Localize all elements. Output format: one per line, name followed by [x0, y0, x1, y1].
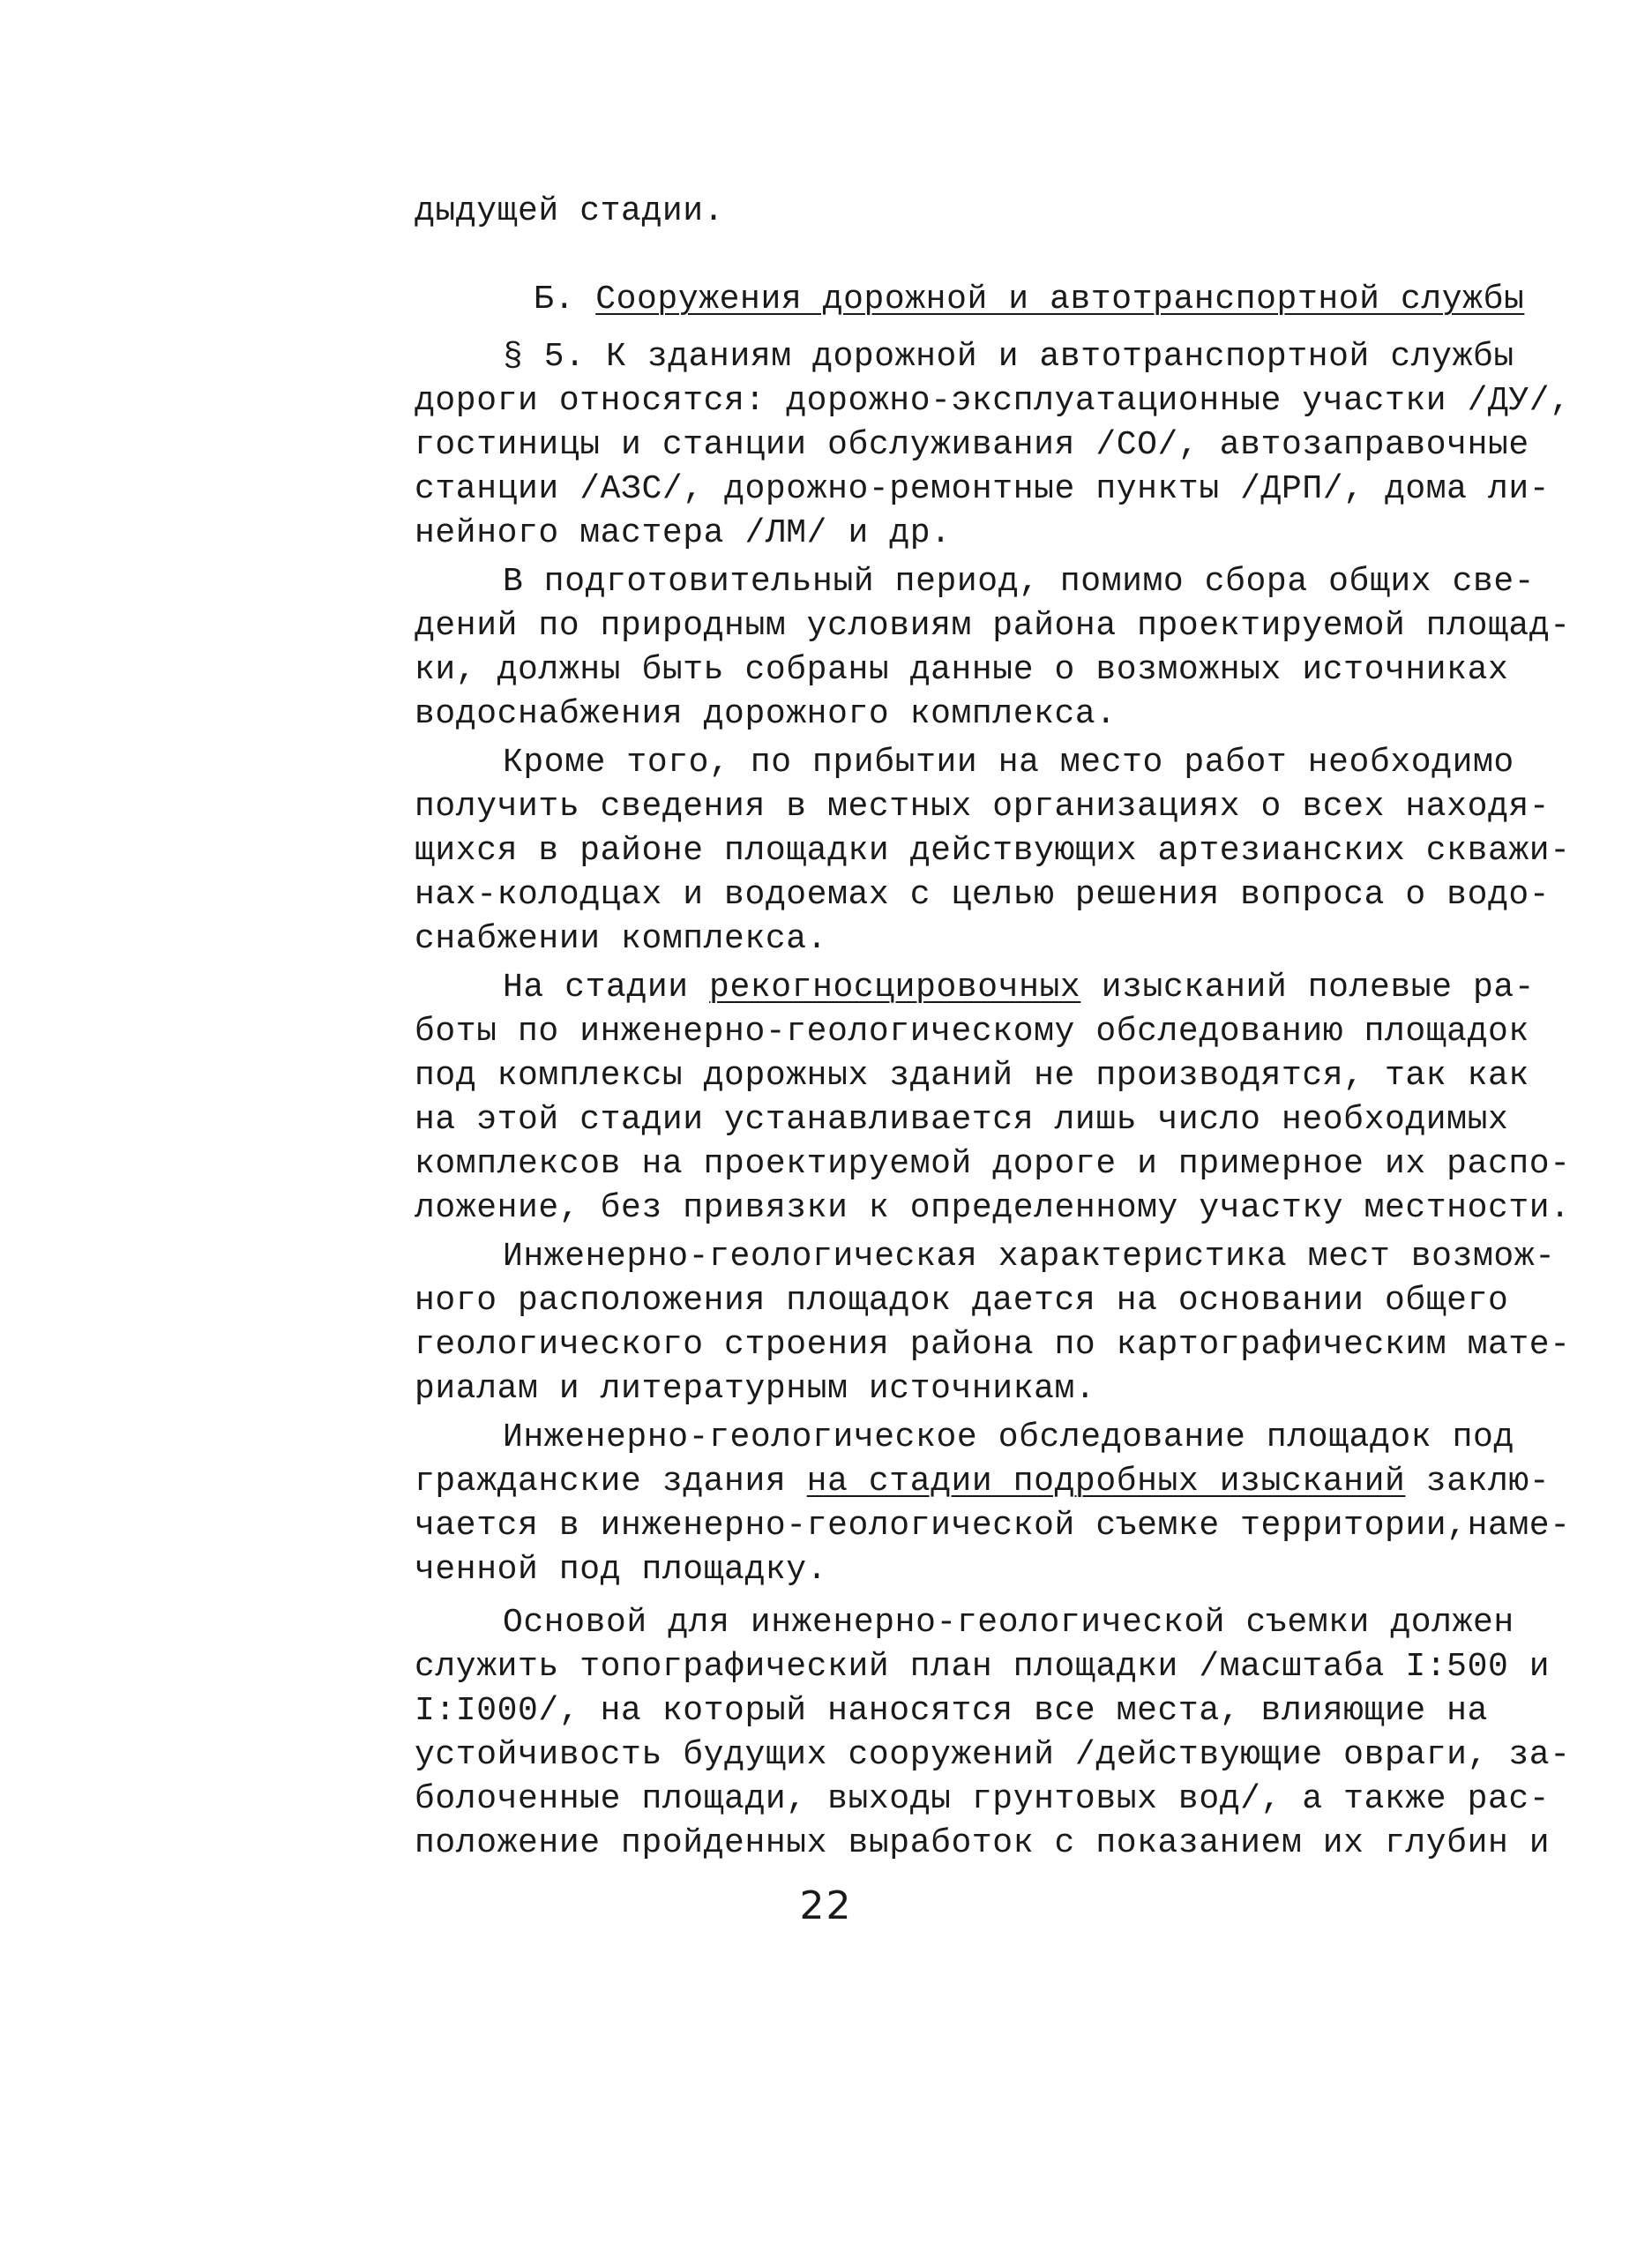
text-line: дений по природным условиям района проектируемой площад-	[415, 607, 1571, 645]
paragraph-start: В подготовительный период, помимо сбора общих све-	[503, 563, 1536, 601]
paragraph-start: Инженерно-геологическая характеристика мест возмож-	[503, 1238, 1556, 1276]
recon-prefix: На стадии	[503, 969, 710, 1007]
text-line: снабжении комплекса.	[415, 920, 828, 958]
text-line: чается в инженерно-геологической съемке территории,наме-	[415, 1507, 1571, 1545]
text-line: гостиницы и станции обслуживания /СО/, автозаправочные	[415, 426, 1529, 464]
text-line: комплексов на проектируемой дороге и примерное их распо-	[415, 1145, 1571, 1183]
detail-underlined: на стадии подробных изысканий	[806, 1463, 1406, 1501]
text-line: дыдущей стадии.	[415, 192, 725, 230]
paragraph-start	[503, 966, 1535, 1010]
text-line	[415, 1460, 1550, 1504]
page-number: 22	[799, 1883, 853, 1928]
recon-rest: изысканий полевые ра-	[1101, 969, 1536, 1007]
detail-rest: заклю-	[1425, 1463, 1551, 1501]
text-line: служить топографический план площадки /масштаба I:500 и	[415, 1648, 1551, 1686]
recon-underlined: рекогносцировочных	[709, 969, 1081, 1007]
text-line: получить сведения в местных организациях о всех находя-	[415, 788, 1551, 826]
paragraph-start: Кроме того, по прибытии на место работ необходимо	[503, 744, 1514, 782]
paragraph-start: Инженерно-геологическое обследование площадок под	[503, 1418, 1514, 1456]
text-line: геологического строения района по картографическим мате-	[415, 1326, 1571, 1364]
text-line: ного расположения площадок дается на основании общего	[415, 1282, 1509, 1320]
text-line: станции /АЗС/, дорожно-ремонтные пункты /ДРП/, дома ли-	[415, 470, 1551, 508]
text-line: I:I000/, на который наносятся все места, влияющие на	[415, 1692, 1488, 1730]
text-line: устойчивость будущих сооружений /действующие овраги, за-	[415, 1736, 1571, 1774]
paragraph-start: Основой для инженерно-геологической съемки должен	[503, 1604, 1514, 1642]
text-line: болоченные площади, выходы грунтовых вод/, а также рас-	[415, 1780, 1551, 1818]
text-line: щихся в районе площадки действующих артезианских скважи-	[415, 832, 1571, 870]
text-line: риалам и литературным источникам.	[415, 1370, 1096, 1408]
detail-prefix: гражданские здания	[415, 1463, 807, 1501]
text-line: на этой стадии устанавливается лишь число необходимых	[415, 1101, 1509, 1139]
text-line: боты по инженерно-геологическому обследованию площадок	[415, 1013, 1529, 1051]
text-line: водоснабжения дорожного комплекса.	[415, 695, 1117, 733]
text-line: ки, должны быть собраны данные о возможных источниках	[415, 651, 1509, 689]
heading-prefix: Б.	[534, 281, 596, 318]
text-line: под комплексы дорожных зданий не производятся, так как	[415, 1057, 1529, 1095]
text-line: ченной под площадку.	[415, 1551, 828, 1589]
section-heading	[534, 278, 1524, 322]
text-line: нейного мастера /ЛМ/ и др.	[415, 514, 952, 552]
text-line: положение пройденных выработок с показанием их глубин и	[415, 1824, 1551, 1862]
paragraph-start: § 5. К зданиям дорожной и автотранспортной службы	[503, 338, 1514, 376]
text-line: нах-колодцах и водоемах с целью решения вопроса о водо-	[415, 876, 1551, 914]
text-line: ложение, без привязки к определенному участку местности.	[415, 1189, 1571, 1227]
heading-title: Сооружения дорожной и автотранспортной службы	[595, 281, 1525, 318]
text-line: дороги относятся: дорожно-эксплуатационные участки /ДУ/,	[415, 382, 1571, 420]
